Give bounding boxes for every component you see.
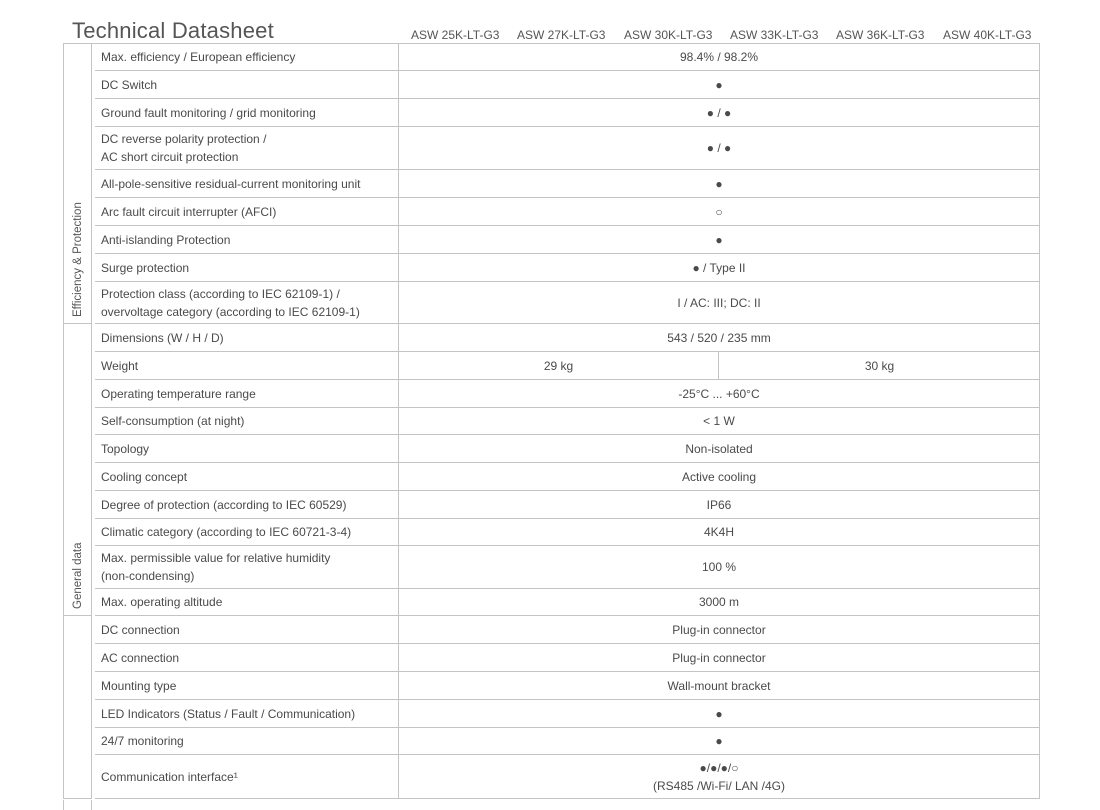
- row-value: Wall-mount bracket: [667, 678, 771, 693]
- row-label: Communication interface¹: [95, 755, 399, 798]
- row-label: Topology: [95, 435, 399, 462]
- row-label: Weight: [95, 352, 399, 379]
- row-label: Dimensions (W / H / D): [95, 324, 399, 351]
- row-label: 24/7 monitoring: [95, 728, 399, 754]
- section-general-data: [63, 324, 92, 616]
- row-value: ● / Type II: [692, 260, 746, 275]
- section-efficiency-protection: [63, 44, 92, 324]
- row-label: DC connection: [95, 616, 399, 643]
- row-label: Surge protection: [95, 254, 399, 281]
- table-row-surge-protection: [95, 254, 1040, 282]
- section-label: Efficiency & Protection: [71, 202, 84, 317]
- row-label: AC connection: [95, 644, 399, 671]
- row-value: ●: [715, 77, 723, 92]
- row-value-1: 29 kg: [399, 352, 719, 379]
- row-value-2: 30 kg: [864, 358, 895, 373]
- row-label: Climatic category (according to IEC 60721-3-4): [95, 519, 399, 545]
- datasheet-table: [63, 43, 1040, 810]
- row-value: -25°C ... +60°C: [678, 386, 760, 401]
- table-row-protection-class-according-to-iec-62109-: [95, 282, 1040, 324]
- row-value: Plug-in connector: [672, 650, 766, 665]
- table-row-dimensions-w-h-d: [95, 324, 1040, 352]
- row-label: Degree of protection (according to IEC 60529): [95, 491, 399, 518]
- row-value: ●: [715, 734, 723, 748]
- row-value: I / AC: III; DC: II: [677, 295, 761, 310]
- model-col-5: ASW 36K-LT-G3: [836, 28, 925, 42]
- row-label: DC Switch: [95, 71, 399, 98]
- row-value: ●: [715, 176, 723, 191]
- section-connections: [63, 616, 92, 799]
- row-value: ●: [715, 232, 723, 247]
- section-label: General data: [71, 542, 84, 609]
- row-value: ● / ●: [706, 105, 732, 120]
- row-value: ●/●/●/○ (RS485 /Wi-Fi/ LAN /4G): [652, 760, 786, 793]
- table-row-degree-of-protection-according-to-iec-60: [95, 491, 1040, 519]
- table-row-climatic-category-according-to-iec-60721: [95, 519, 1040, 546]
- table-row-ground-fault-monitoring-grid-monitoring: [95, 99, 1040, 127]
- row-label: Cooling concept: [95, 463, 399, 490]
- row-value: Active cooling: [681, 469, 757, 484]
- model-col-4: ASW 33K-LT-G3: [730, 28, 819, 42]
- row-value: 543 / 520 / 235 mm: [667, 330, 771, 345]
- table-row-led-indicators-status-fault-communicatio: [95, 700, 1040, 728]
- row-value: ● / ●: [706, 141, 732, 155]
- row-label: All-pole-sensitive residual-current monitoring unit: [95, 170, 399, 197]
- model-col-3: ASW 30K-LT-G3: [624, 28, 713, 42]
- table-row-operating-temperature-range: [95, 380, 1040, 408]
- row-label: Max. efficiency / European efficiency: [95, 44, 399, 70]
- row-label: Anti-islanding Protection: [95, 226, 399, 253]
- model-col-2: ASW 27K-LT-G3: [517, 28, 606, 42]
- table-row-24-7-monitoring: [95, 728, 1040, 755]
- table-row-mounting-type: [95, 672, 1040, 700]
- row-label: Ground fault monitoring / grid monitoring: [95, 99, 399, 126]
- row-value: ●: [715, 706, 723, 721]
- row-label: Arc fault circuit interrupter (AFCI): [95, 198, 399, 225]
- row-value: < 1 W: [703, 414, 735, 428]
- row-label: Max. operating altitude: [95, 589, 399, 615]
- page-title: Technical Datasheet: [72, 18, 274, 43]
- row-value: Plug-in connector: [672, 622, 766, 637]
- table-row-dc-connection: [95, 616, 1040, 644]
- table-row-topology: [95, 435, 1040, 463]
- table-row-weight: [95, 352, 1040, 380]
- table-row-cooling-concept: [95, 463, 1040, 491]
- table-row-dc-reverse-polarity-protection-ac-short-: [95, 127, 1040, 170]
- table-row-max-permissible-value-for-relative-humid: [95, 546, 1040, 589]
- table-row-max-efficiency-european-efficiency: [95, 44, 1040, 71]
- row-value: 100 %: [701, 560, 737, 574]
- row-label: DC reverse polarity protection / AC short circuit protection: [95, 127, 399, 169]
- row-label: Max. permissible value for relative humidity (non-condensing): [95, 546, 399, 588]
- table-row-ac-connection: [95, 644, 1040, 672]
- row-label: Protection class (according to IEC 62109-1) / overvoltage category (according to IEC 62109-1): [95, 282, 399, 323]
- table-row-max-operating-altitude: [95, 589, 1040, 616]
- row-label: Self-consumption (at night): [95, 408, 399, 434]
- model-col-6: ASW 40K-LT-G3: [943, 28, 1032, 42]
- row-value: IP66: [706, 497, 732, 512]
- row-value: 4K4H: [703, 525, 735, 539]
- table-row-anti-islanding-protection: [95, 226, 1040, 254]
- model-col-1: ASW 25K-LT-G3: [411, 28, 500, 42]
- table-row-arc-fault-circuit-interrupter-afci: [95, 198, 1040, 226]
- row-label: Mounting type: [95, 672, 399, 699]
- model-header: [0, 28, 1100, 42]
- table-row-all-pole-sensitive-residual-current-moni: [95, 170, 1040, 198]
- table-row-self-consumption-at-night: [95, 408, 1040, 435]
- row-value: 98.4% / 98.2%: [679, 50, 759, 64]
- row-label: LED Indicators (Status / Fault / Communication): [95, 700, 399, 727]
- table-row-communication-interface: [95, 755, 1040, 799]
- row-value: Non-isolated: [685, 441, 753, 456]
- row-label: Operating temperature range: [95, 380, 399, 407]
- row-value: 3000 m: [698, 595, 740, 609]
- row-value: ○: [715, 204, 723, 219]
- table-row-dc-switch: [95, 71, 1040, 99]
